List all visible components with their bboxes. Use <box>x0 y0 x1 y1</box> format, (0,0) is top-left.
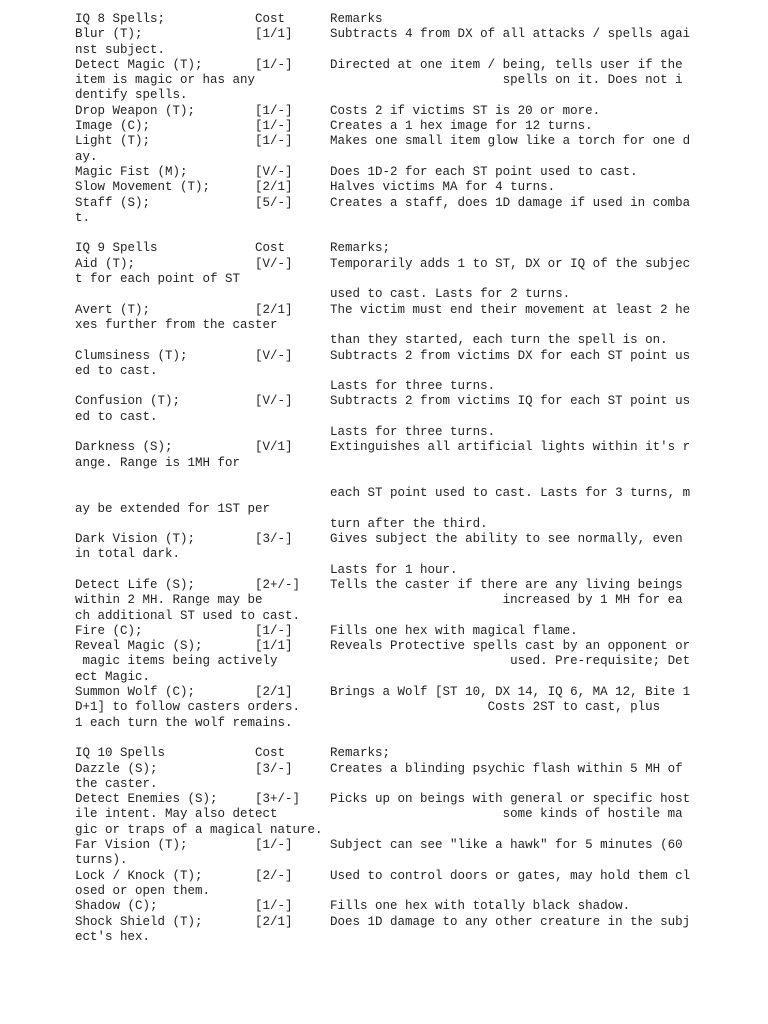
blank-line <box>75 471 690 486</box>
blank-line <box>75 731 690 746</box>
text-line: Lasts for three turns. <box>75 379 496 394</box>
text-line: than they started, each turn the spell is on. <box>75 333 668 348</box>
text-line: used to cast. Lasts for 2 turns. <box>75 287 571 302</box>
text-line: Confusion (T); [V/-] Subtracts 2 from victims IQ for each ST point us <box>75 394 691 409</box>
text-line: D+1] to follow casters orders. Costs 2ST to cast, plus <box>75 700 661 715</box>
text-line: Avert (T); [2/1] The victim must end their movement at least 2 he <box>75 302 691 317</box>
text-line: ile intent. May also detect some kinds of hostile ma <box>75 807 683 822</box>
text-line: Slow Movement (T); [2/1] Halves victims MA for 4 turns. <box>75 180 556 195</box>
text-line: in total dark. <box>75 547 181 562</box>
text-line: within 2 MH. Range may be increased by 1 MH for ea <box>75 593 683 608</box>
text-line: Aid (T); [V/-] Temporarily adds 1 to ST, DX or IQ of the subjec <box>75 256 691 271</box>
text-line: Lasts for 1 hour. <box>75 562 458 577</box>
text-line: IQ 9 Spells Cost Remarks; <box>75 241 391 256</box>
text-line: each ST point used to cast. Lasts for 3 turns, m <box>75 486 691 501</box>
text-line: Light (T); [1/-] Makes one small item glow like a torch for one d <box>75 134 691 149</box>
text-line: IQ 8 Spells; Cost Remarks <box>75 12 383 26</box>
text-line: Shadow (C); [1/-] Fills one hex with totally black shadow. <box>75 899 631 914</box>
text-line: Dazzle (S); [3/-] Creates a blinding psychic flash within 5 MH of <box>75 761 683 776</box>
text-line: item is magic or has any spells on it. Does not i <box>75 73 683 88</box>
text-line: turns). <box>75 853 128 868</box>
text-line: turn after the third. <box>75 516 488 531</box>
text-line: Darkness (S); [V/1] Extinguishes all artificial lights within it's r <box>75 440 691 455</box>
text-line: ed to cast. <box>75 363 158 378</box>
text-line: ange. Range is 1MH for <box>75 455 241 470</box>
text-line: Blur (T); [1/1] Subtracts 4 from DX of all attacks / spells agai <box>75 27 691 42</box>
text-line: Lasts for three turns. <box>75 425 496 440</box>
text-line: dentify spells. <box>75 88 188 103</box>
text-line: Reveal Magic (S); [1/1] Reveals Protective spells cast by an opponent or <box>75 639 691 654</box>
text-line: ay be extended for 1ST per <box>75 501 271 516</box>
text-line: ect Magic. <box>75 669 151 684</box>
text-line: Image (C); [1/-] Creates a 1 hex image for 12 turns. <box>75 119 593 134</box>
text-line: 1 each turn the wolf remains. <box>75 715 293 730</box>
text-line: Drop Weapon (T); [1/-] Costs 2 if victims ST is 20 or more. <box>75 103 601 118</box>
text-line: t for each point of ST <box>75 272 241 287</box>
text-line: gic or traps of a magical nature. <box>75 822 323 837</box>
text-line: Detect Magic (T); [1/-] Directed at one item / being, tells user if the <box>75 57 683 72</box>
text-line: Lock / Knock (T); [2/-] Used to control doors or gates, may hold them cl <box>75 868 691 883</box>
text-line: Fire (C); [1/-] Fills one hex with magical flame. <box>75 623 578 638</box>
text-line: osed or open them. <box>75 883 211 898</box>
text-line: Far Vision (T); [1/-] Subject can see "like a hawk" for 5 minutes (60 <box>75 838 683 853</box>
text-line: t. <box>75 210 91 225</box>
text-line: Magic Fist (M); [V/-] Does 1D-2 for each ST point used to cast. <box>75 164 638 179</box>
spell-list-document <box>75 12 690 945</box>
text-line: ect's hex. <box>75 929 151 944</box>
text-line: IQ 10 Spells Cost Remarks; <box>75 746 391 761</box>
text-line: nst subject. <box>75 42 166 57</box>
text-line: Detect Enemies (S); [3+/-] Picks up on beings with general or specific host <box>75 792 691 807</box>
text-line: xes further from the caster <box>75 317 278 332</box>
text-line: ed to cast. <box>75 409 158 424</box>
text-line: ay. <box>75 149 98 164</box>
text-line: Shock Shield (T); [2/1] Does 1D damage to any other creature in the subj <box>75 914 691 929</box>
text-line: ch additional ST used to cast. <box>75 608 301 623</box>
text-line: Detect Life (S); [2+/-] Tells the caster if there are any living beings <box>75 577 683 592</box>
text-line: Dark Vision (T); [3/-] Gives subject the ability to see normally, even <box>75 532 683 547</box>
text-line: magic items being actively used. Pre-requisite; Det <box>75 654 691 669</box>
text-line: Staff (S); [5/-] Creates a staff, does 1D damage if used in comba <box>75 195 691 210</box>
blank-line <box>75 226 690 241</box>
text-line: Clumsiness (T); [V/-] Subtracts 2 from victims DX for each ST point us <box>75 348 691 363</box>
text-line: Summon Wolf (C); [2/1] Brings a Wolf [ST 10, DX 14, IQ 6, MA 12, Bite 1 <box>75 685 691 700</box>
text-line: the caster. <box>75 776 158 791</box>
